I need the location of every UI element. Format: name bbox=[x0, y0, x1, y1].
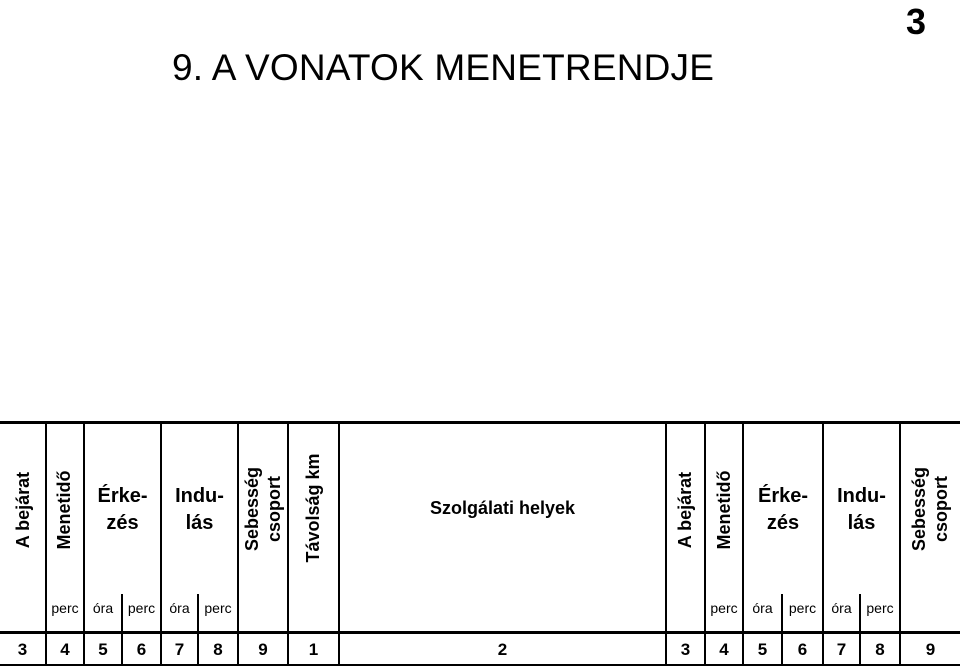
header-sebesseg-right-line2: csoport bbox=[931, 476, 951, 543]
unit-indulas-ora-right: óra bbox=[831, 600, 852, 616]
unit-menetido-right: perc bbox=[710, 600, 738, 616]
header-sebesseg-left-line2: csoport bbox=[264, 476, 284, 543]
col-divider bbox=[45, 424, 47, 666]
header-indulas-right-line1: Indu- bbox=[837, 485, 886, 507]
col-number-center: 2 bbox=[497, 640, 508, 659]
col-number: 5 bbox=[98, 640, 108, 659]
header-indulas-right-line2: lás bbox=[847, 512, 876, 534]
header-sebesseg-right-line1: Sebesség bbox=[909, 466, 929, 552]
header-sebesseg-left bbox=[241, 449, 285, 569]
unit-indulas-perc-right: perc bbox=[866, 600, 894, 616]
header-indulas-left-line1: Indu- bbox=[175, 485, 224, 507]
col-number: 3 bbox=[680, 640, 691, 659]
header-bejarat-left: A bejárat bbox=[13, 471, 33, 549]
col-divider bbox=[665, 424, 667, 666]
col-number: 7 bbox=[174, 640, 185, 659]
header-bejarat-right: A bejárat bbox=[675, 471, 695, 549]
unit-menetido-left: perc bbox=[51, 600, 79, 616]
col-divider bbox=[899, 424, 901, 666]
header-erkezes-right-line2: zés bbox=[766, 512, 800, 534]
col-divider bbox=[287, 424, 289, 666]
page-number: 3 bbox=[906, 1, 927, 42]
col-number: 4 bbox=[719, 640, 729, 659]
col-number: 1 bbox=[308, 640, 319, 659]
col-number: 8 bbox=[875, 640, 885, 659]
header-indulas-right bbox=[824, 470, 899, 550]
col-number: 9 bbox=[925, 640, 936, 659]
col-number: 6 bbox=[797, 640, 808, 659]
unit-erkezes-ora-right: óra bbox=[752, 600, 773, 616]
col-divider bbox=[237, 424, 239, 666]
col-divider bbox=[704, 424, 706, 666]
col-number: 9 bbox=[258, 640, 268, 659]
header-indulas-left bbox=[162, 470, 237, 550]
col-number: 3 bbox=[17, 640, 28, 659]
header-erkezes-left-line1: Érke- bbox=[97, 485, 148, 507]
header-szolgalati-helyek: Szolgálati helyek bbox=[429, 498, 576, 518]
col-number: 8 bbox=[213, 640, 223, 659]
header-tavolsag: Távolság km bbox=[303, 453, 323, 563]
col-number: 4 bbox=[60, 640, 70, 659]
unit-indulas-perc-left: perc bbox=[204, 600, 232, 616]
col-number: 6 bbox=[136, 640, 147, 659]
header-erkezes-left bbox=[85, 470, 160, 550]
header-erkezes-right bbox=[744, 470, 822, 550]
header-menetido-right: Menetidő bbox=[714, 470, 734, 550]
unit-erkezes-perc-right: perc bbox=[788, 600, 817, 616]
unit-indulas-ora-left: óra bbox=[169, 600, 190, 616]
header-sebesseg-left-line1: Sebesség bbox=[242, 466, 262, 552]
header-erkezes-right-line1: Érke- bbox=[757, 485, 809, 507]
unit-erkezes-ora-left: óra bbox=[92, 600, 114, 616]
header-indulas-left-line2: lás bbox=[185, 512, 214, 534]
table-top-rule bbox=[0, 421, 960, 424]
col-number: 5 bbox=[757, 640, 768, 659]
header-erkezes-left-line2: zés bbox=[106, 512, 139, 534]
header-sebesseg-right bbox=[908, 449, 952, 569]
units-bottom-rule bbox=[0, 631, 960, 634]
unit-erkezes-perc-left: perc bbox=[127, 600, 156, 616]
col-number: 7 bbox=[836, 640, 847, 659]
col-divider bbox=[338, 424, 340, 666]
page-title: 9. A VONATOK MENETRENDJE bbox=[172, 47, 715, 88]
table-bottom-rule bbox=[0, 664, 960, 666]
header-menetido-left: Menetidő bbox=[54, 470, 74, 550]
